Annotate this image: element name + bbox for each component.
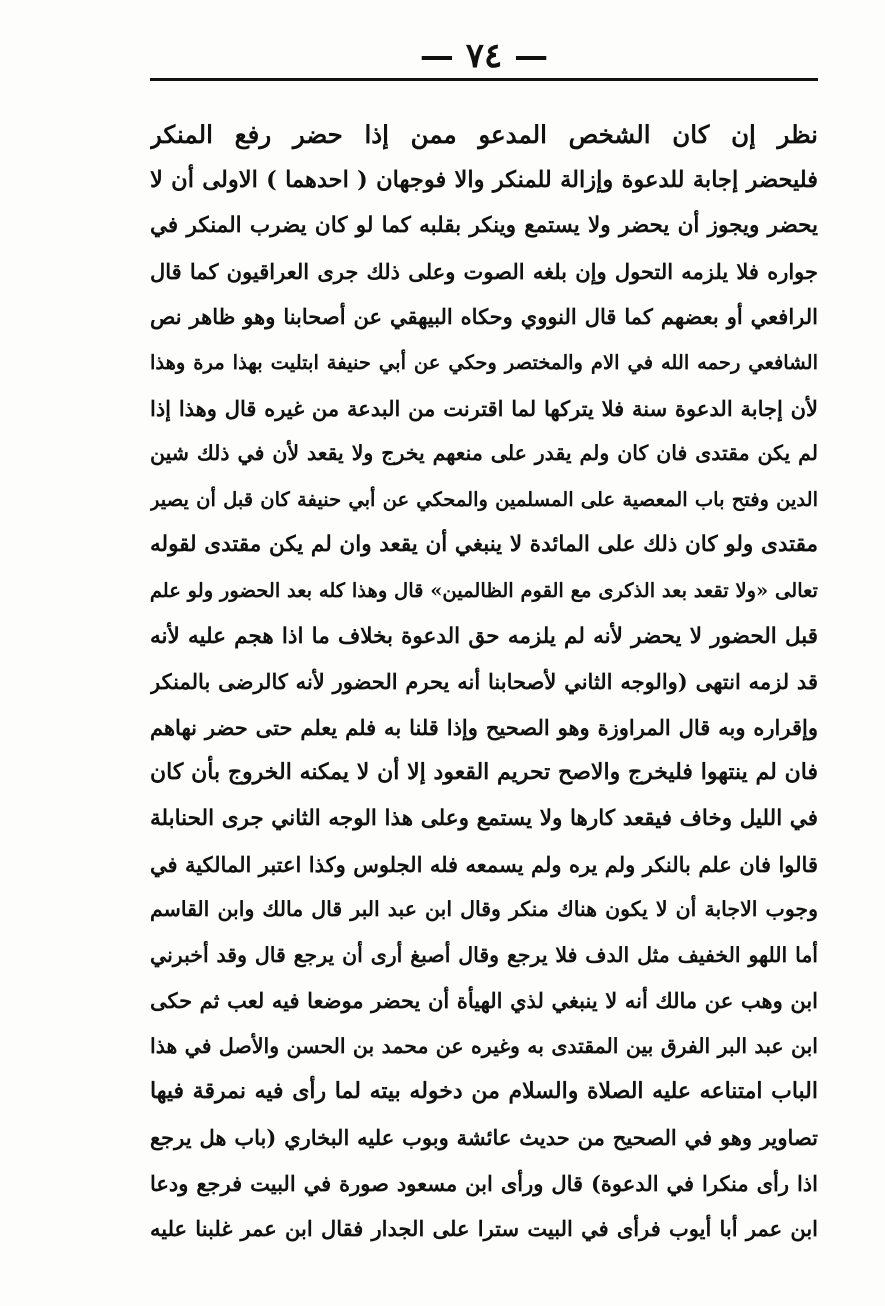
text-line-20: ابن وهب عن مالك أنه لا ينبغي لذي الهيأة أن يحضر موضعا فيه لعب ثم حكى [150,988,818,1014]
body-text [150,112,818,1252]
text-line-21: ابن عبد البر الفرق بين المقتدى به وغيره عن محمد بن الحسن والأصل في هذا [150,1033,818,1058]
text-line-1: نظر إن كان الشخص المدعو ممن إذا حضر رفع المنكر [150,120,818,149]
page-number: — ٧٤ — [419,36,549,76]
text-line-8: لم يكن مقتدى فان كان ولم يقدر على منعهم يخرج ولا يقعد لأن في ذلك شين [150,441,818,466]
text-line-18: وجوب الاجابة أن لا يكون هناك منكر وقال ابن عبد البر قال مالك وابن القاسم [150,897,818,922]
text-line-5: الرافعي أو بعضهم كما قال النووي وحكاه البيهقي عن أصحابنا وهو ظاهر نص [150,304,818,330]
text-line-23: تصاوير وهو في الصحيح من حديث عائشة وبوب عليه البخاري (باب هل يرجع [150,1125,818,1151]
text-line-13: قد لزمه انتهى (والوجه الثاني لأصحابنا أنه يحرم الحضور لأنه كالرضى بالمنكر [150,669,818,695]
text-line-3: يحضر ويجوز أن يحضر ولا يستمع وينكر بقلبه كما لو كان يضرب المنكر في [150,213,818,239]
text-line-4: جواره فلا يلزمه التحول وإن بلغه الصوت وعلى ذلك جرى العراقيون كما قال [150,258,818,284]
text-line-19: أما اللهو الخفيف مثل الدف فلا يرجع وقال أصبغ أرى أن يرجع قال وقد أخبرني [150,942,818,967]
text-line-16: في الليل وخاف فيقعد كارها ولا يستمع وعلى هذا الوجه الثاني جرى الحنابلة [150,805,818,831]
text-line-24: اذا رأى منكرا في الدعوة) قال ورأى ابن مسعود صورة في البيت فرجع ودعا [150,1170,818,1196]
text-line-12: قبل الحضور لا يحضر لأنه لم يلزمه حق الدعوة بخلاف ما اذا هجم عليه لأنه [150,623,818,649]
page-header [150,28,818,84]
text-line-17: قالوا فان علم بالنكر ولم يره ولم يسمعه فله الجلوس وكذا اعتبر المالكية في [150,851,818,877]
text-line-7: لأن إجابة الدعوة سنة فلا يتركها لما اقترنت من البدعة من غيره قال وهذا إذا [150,395,818,421]
text-line-22: الباب امتناعه عليه الصلاة والسلام من دخوله بيته لما رأى فيه نمرقة فيها [150,1078,818,1105]
text-line-2: فليحضر إجابة للدعوة وإزالة للمنكر والا فوجهان ( احدهما ) الاولى أن لا [150,166,818,193]
text-line-6: الشافعي رحمه الله في الام والمختصر وحكي عن أبي حنيفة ابتليت بهذا مرة وهذا [150,350,818,374]
text-line-15: فان لم ينتهوا فليخرج والاصح تحريم القعود إلا أن لا يمكنه الخروج بأن كان [150,759,818,786]
text-line-9: الدين وفتح باب المعصية على المسلمين والمحكي عن أبي حنيفة كان قبل أن يصير [150,487,818,511]
text-line-25: ابن عمر أبا أيوب فرأى في البيت سترا على الجدار فقال ابن عمر غلبنا عليه [150,1216,818,1242]
header-rule [150,78,818,81]
text-line-11: تعالى «ولا تقعد بعد الذكرى مع القوم الظالمين» قال وهذا كله بعد الحضور ولو علم [150,578,818,602]
text-line-14: وإقراره وبه قال المراوزة وهو الصحيح وإذا قلنا به فلم يعلم حتى حضر نهاهم [150,714,818,740]
text-line-10: مقتدى ولو كان ذلك على المائدة لا ينبغي أن يقعد وان لم يكن مقتدى لقوله [150,532,818,558]
